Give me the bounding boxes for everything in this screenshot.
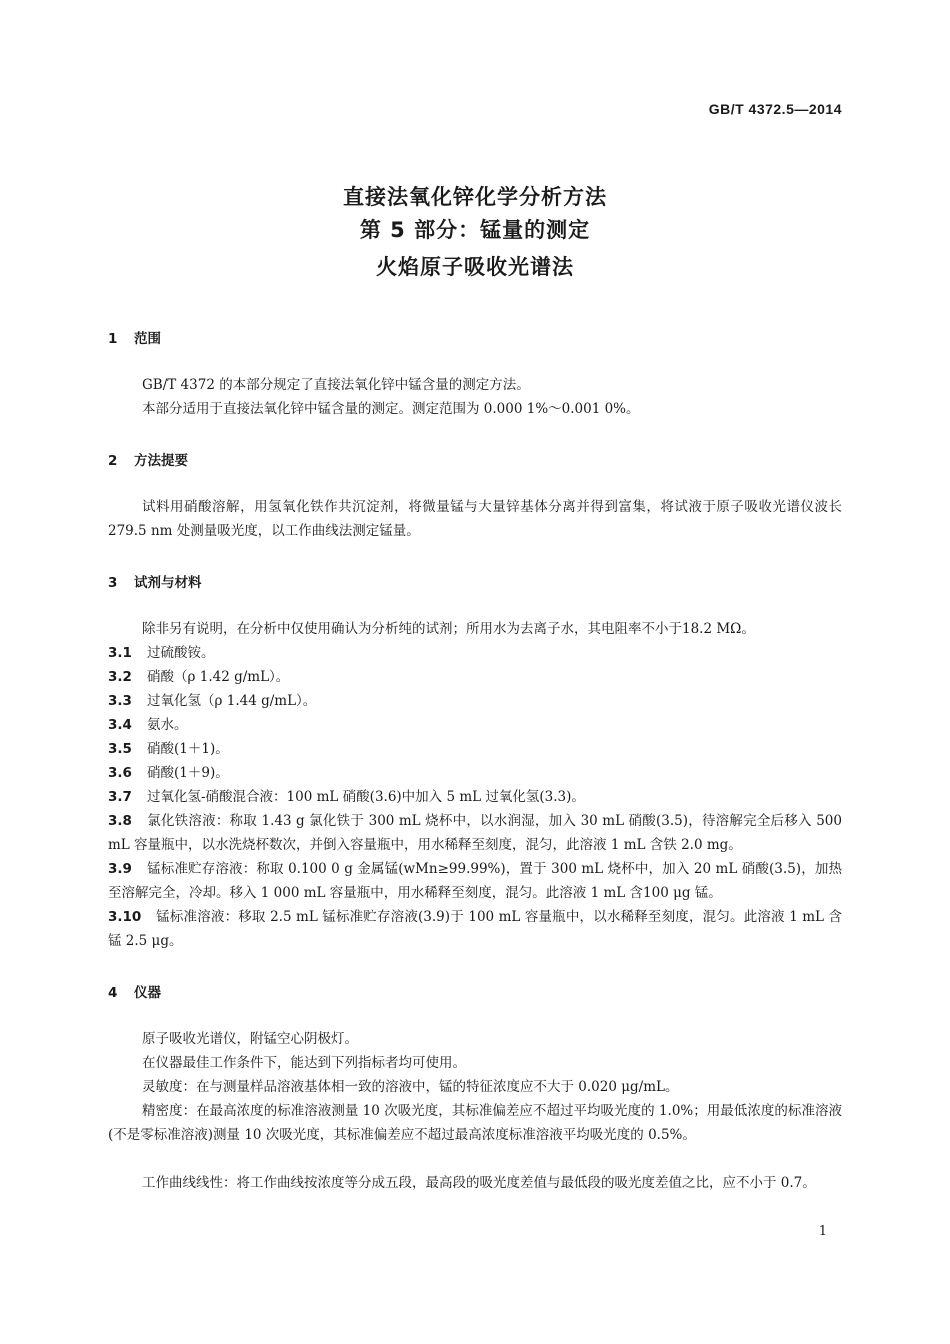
paragraph: GB/T 4372 的本部分规定了直接法氧化锌中锰含量的测定方法。 [142,377,530,393]
item-text: 氨水。 [147,717,188,733]
section-number: 2 [108,453,118,469]
item-text: 硝酸(1＋1)。 [147,741,229,757]
section-title: 方法提要 [134,453,188,469]
item-text: 过硫酸铵。 [147,645,215,661]
paragraph: 灵敏度：在与测量样品溶液基体相一致的溶液中，锰的特征浓度应不大于 0.020 μg/mL。 [142,1079,679,1095]
item-text: 锰标准贮存溶液：称取 0.100 0 g 金属锰(wMn≥99.99%)，置于 300 mL 烧杯中，加入 20 mL 硝酸(3.5)，加热至溶解完全，冷却。移入 1 000 mL 容量瓶中，用水稀释至刻度，混匀。此溶液 1 mL 含100 μg 锰。 [108,861,842,901]
standard-code: GB/T 4372.5—2014 [708,101,842,117]
doc-title-line2: 第 5 部分：锰量的测定 [359,218,591,242]
item-number: 3.6 [108,765,132,781]
list-item [108,713,842,737]
list-item [108,785,842,809]
page-number: 1 [818,1224,827,1239]
section-3-heading [108,571,202,591]
paragraph: 在仪器最佳工作条件下，能达到下列指标者均可使用。 [142,1055,466,1071]
list-item [108,857,842,905]
paragraph: 精密度：在最高浓度的标准溶液测量 10 次吸光度，其标准偏差应不超过平均吸光度的 1.0%；用最低浓度的标准溶液(不是零标准溶液)测量 10 次吸光度，其标准偏差应不超过最高浓度标准溶液平均吸光度的 0.5%。 [108,1103,842,1143]
list-item [108,737,842,761]
item-number: 3.3 [108,693,132,709]
paragraph: 试料用硝酸溶解，用氢氧化铁作共沉淀剂，将微量锰与大量锌基体分离并得到富集，将试液于原子吸收光谱仪波长 279.5 nm 处测量吸光度，以工作曲线法测定锰量。 [108,499,842,539]
list-item [108,809,842,857]
item-text: 过氧化氢（ρ 1.44 g/mL）。 [147,693,317,709]
item-text: 锰标准溶液：移取 2.5 mL 锰标准贮存溶液(3.9)于 100 mL 容量瓶中，以水稀释至刻度，混匀。此溶液 1 mL 含锰 2.5 μg。 [108,909,842,949]
item-text: 过氧化氢-硝酸混合液：100 mL 硝酸(3.6)中加入 5 mL 过氧化氢(3.3)。 [147,789,585,805]
section-number: 3 [108,575,118,591]
section-title: 试剂与材料 [134,575,202,591]
list-item [108,761,842,785]
item-number: 3.8 [108,813,132,829]
item-number: 3.10 [108,909,142,925]
item-text: 氯化铁溶液：称取 1.43 g 氯化铁于 300 mL 烧杯中，以水润湿，加入 30 mL 硝酸(3.5)，待溶解完全后移入 500 mL 容量瓶中，以水洗烧杯数次，并倒入容量瓶中，用水稀释至刻度，混匀，此溶液 1 mL 含铁 2.0 mg。 [108,813,842,853]
section-1-heading [108,327,161,347]
paragraph: 本部分适用于直接法氧化锌中锰含量的测定。测定范围为 0.000 1%～0.001 0%。 [142,401,640,417]
item-number: 3.5 [108,741,132,757]
item-number: 3.2 [108,669,132,685]
section-4-heading [108,981,161,1001]
list-item [108,641,842,665]
item-text: 硝酸(1＋9)。 [147,765,229,781]
paragraph: 除非另有说明，在分析中仅使用确认为分析纯的试剂；所用水为去离子水，其电阻率不小于18.2 MΩ。 [142,621,755,637]
section-number: 4 [108,985,118,1001]
paragraph: 工作曲线线性：将工作曲线按浓度等分成五段，最高段的吸光度差值与最低段的吸光度差值之比，应不小于 0.7。 [142,1175,816,1191]
section-title: 范围 [134,331,161,347]
section-number: 1 [108,331,118,347]
paragraph: 原子吸收光谱仪，附锰空心阴极灯。 [142,1031,358,1047]
list-item [108,665,842,689]
doc-title-line1: 直接法氧化锌化学分析方法 [343,185,607,209]
doc-title-line3: 火焰原子吸收光谱法 [376,255,574,279]
item-number: 3.1 [108,645,132,661]
list-item [108,689,842,713]
item-number: 3.9 [108,861,132,877]
section-title: 仪器 [134,985,161,1001]
item-number: 3.4 [108,717,132,733]
item-text: 硝酸（ρ 1.42 g/mL）。 [147,669,290,685]
list-item [108,905,842,953]
section-2-heading [108,449,188,469]
item-number: 3.7 [108,789,132,805]
